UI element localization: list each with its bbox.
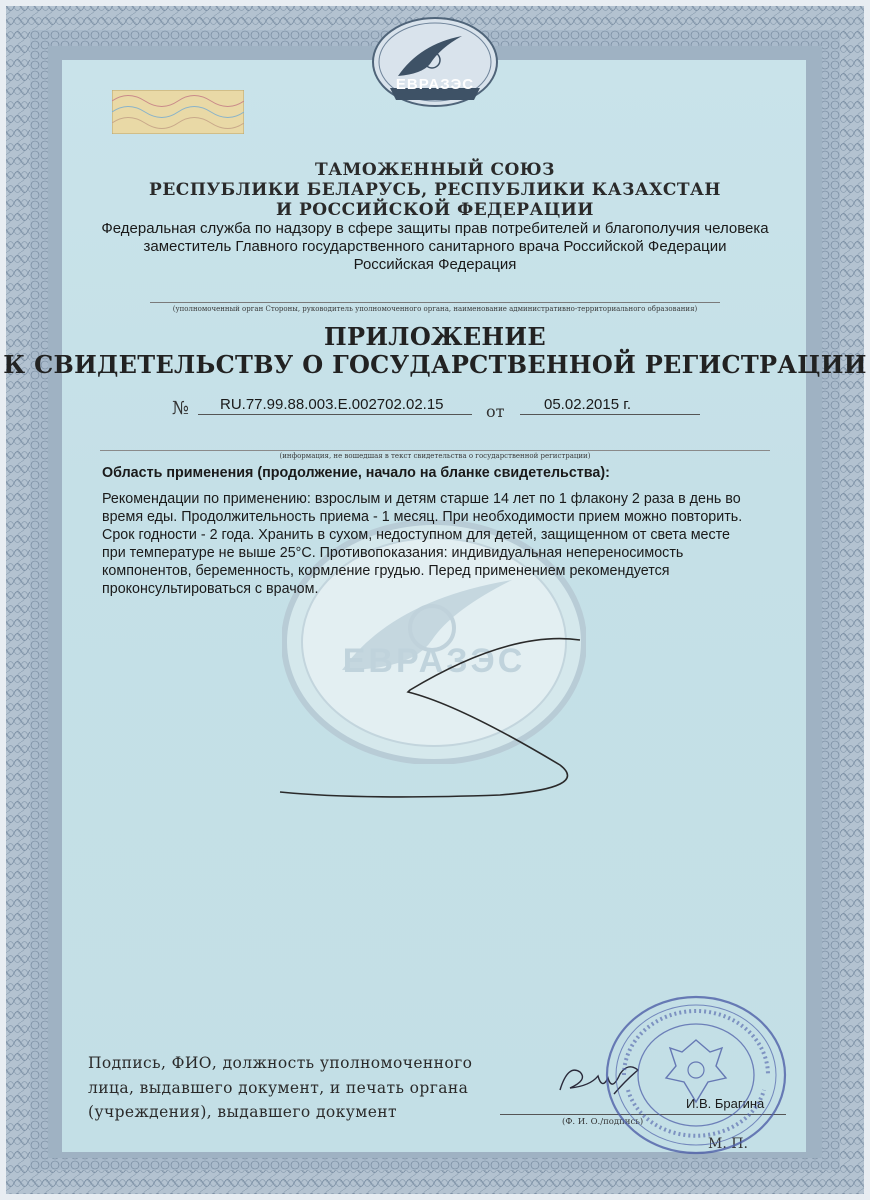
sign-line-2: лица, выдавшего документ, и печать органа [88,1079,469,1097]
content-line: Срок годности - 2 года. Хранить в сухом, недоступном для детей, защищенном от света месте [102,527,730,543]
content-line: компонентов, беременность, кормление грудью. Перед применением рекомендуется [102,563,670,579]
cancel-mark [260,600,620,810]
authority-line-3: Российская Федерация [353,256,517,273]
authority-caption: (уполномоченный орган Стороны, руководитель уполномоченного органа, наименование административно-территориального образования) [172,305,698,313]
watermark-text: ЕВРАЗЭС [342,642,526,680]
mp-label: М. П. [708,1136,748,1152]
official-stamp [604,994,788,1156]
authority-line-2: заместитель Главного государственного санитарного врача Российской Федерации [143,238,727,255]
authority-underline [150,302,720,303]
header-line-1: ТАМОЖЕННЫЙ СОЮЗ [315,160,555,180]
signer-name: И.В. Брагина [686,1096,765,1111]
sign-line-1: Подпись, ФИО, должность уполномоченного [88,1054,473,1072]
fio-caption: (Ф. И. О./подпись) [562,1117,644,1127]
header-line-3: И РОССИЙСКОЙ ФЕДЕРАЦИИ [276,200,594,220]
date-label: от [486,402,505,421]
content-line: проконсультироваться с врачом. [102,581,319,597]
emblem-name: ЕВРАЗЭС [395,76,475,93]
number-underline [198,414,472,415]
number-label: № [172,398,190,419]
hologram-sticker [112,90,244,134]
sign-line-3: (учреждения), выдавшего документ [88,1103,397,1121]
registration-date: 05.02.2015 г. [544,396,632,413]
authority-line-1: Федеральная служба по надзору в сфере защиты прав потребителей и благополучия человека [101,220,769,237]
evrazes-emblem [370,14,500,110]
header-line-2: РЕСПУБЛИКИ БЕЛАРУСЬ, РЕСПУБЛИКИ КАЗАХСТАН [149,180,721,200]
date-underline [520,414,700,415]
content-line: время еды. Продолжительность приема - 1 месяц. При необходимости прием можно повторить. [102,509,743,525]
info-caption: (информация, не вошедшая в текст свидетельства о государственной регистрации) [279,452,591,460]
info-underline [100,450,770,451]
content-heading: Область применения (продолжение, начало на бланке свидетельства): [102,465,610,481]
registration-number: RU.77.99.88.003.E.002702.02.15 [220,396,444,413]
content-line: Рекомендации по применению: взрослым и детям старше 14 лет по 1 флакону 2 раза в день во [102,491,741,507]
content-line: при температуре не выше 25°С. Противопоказания: индивидуальная непереносимость [102,545,684,561]
title-line-2: К СВИДЕТЕЛЬСТВУ О ГОСУДАРСТВЕННОЙ РЕГИСТРАЦИИ [3,350,867,379]
title-line-1: ПРИЛОЖЕНИЕ [324,322,546,351]
